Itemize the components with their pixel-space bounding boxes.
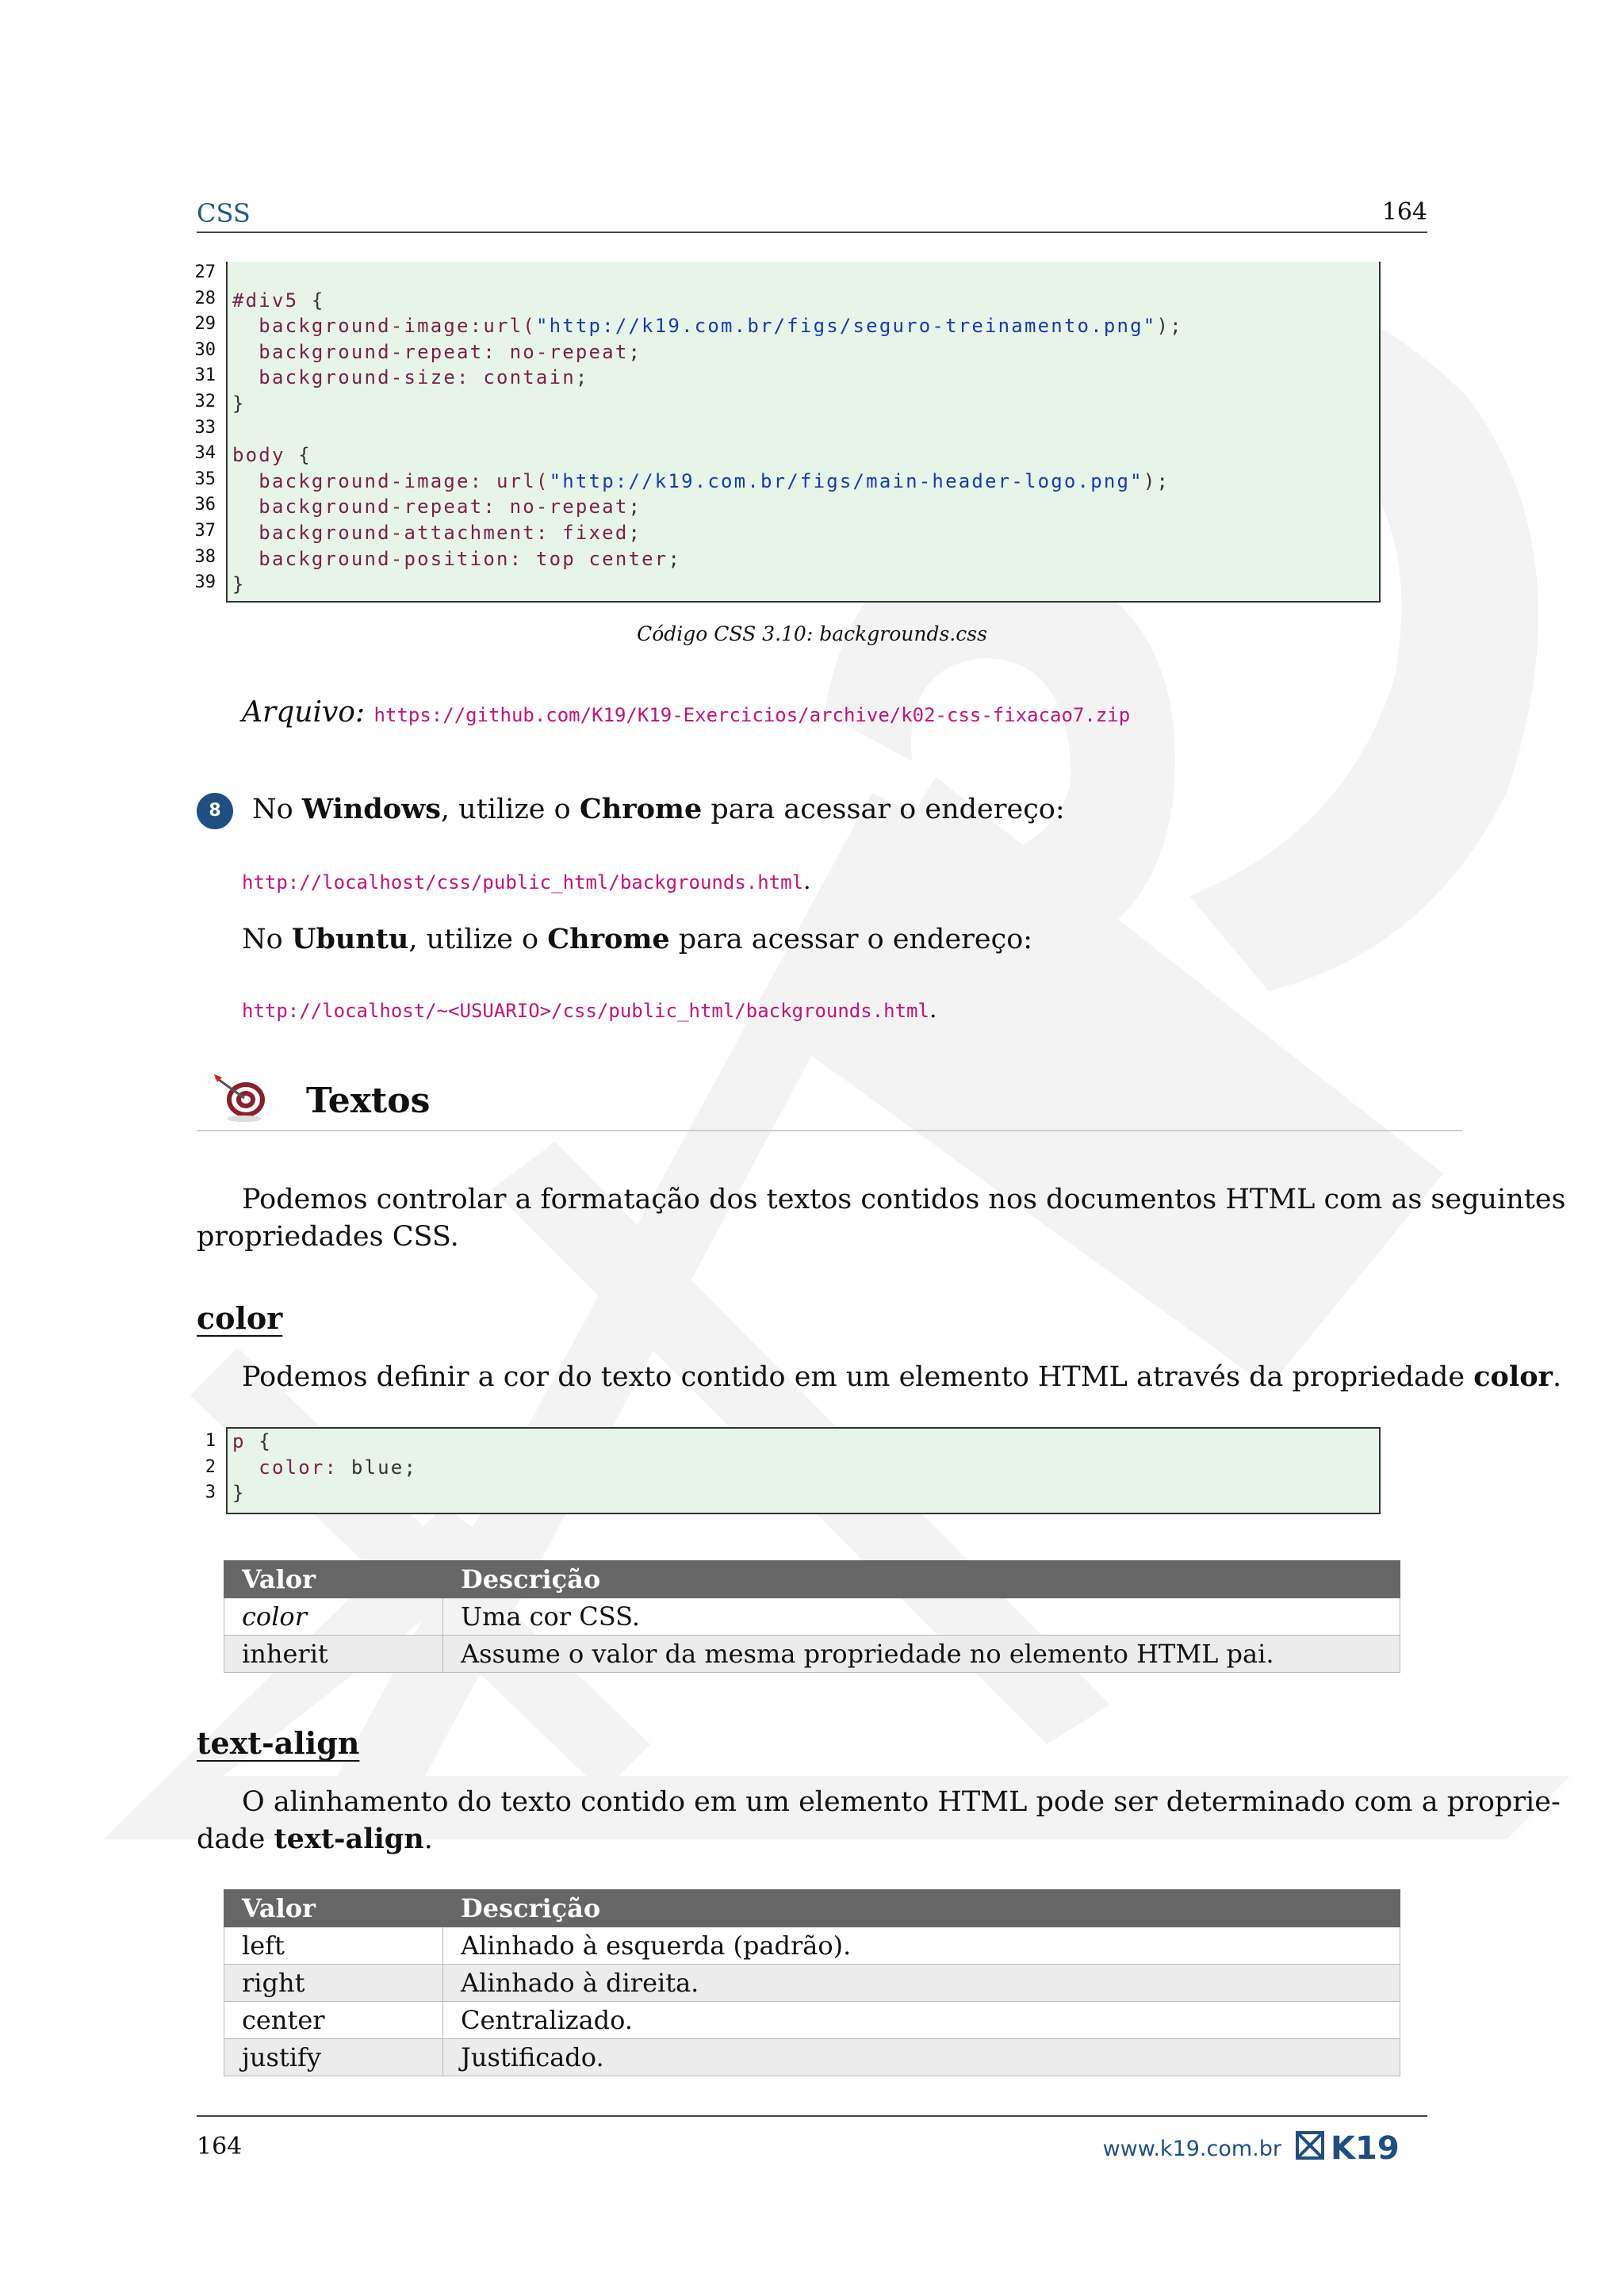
text: Podemos definir a cor do texto contido em um elemento HTML através da propriedade — [242, 1361, 1474, 1393]
period: . — [929, 996, 937, 1024]
text: No — [252, 794, 302, 825]
target-icon — [213, 1073, 268, 1123]
cell-descricao: Alinhado à direita. — [443, 1965, 1400, 2002]
windows-url[interactable]: http://localhost/css/public_html/backgrounds.html — [242, 871, 804, 894]
windows-bold: Windows — [301, 793, 441, 825]
code-token: background-position: top center — [232, 547, 668, 570]
cell-descricao: Alinhado à esquerda (padrão). — [443, 1927, 1400, 1965]
line-number: 33 — [194, 417, 216, 438]
table-row — [224, 1598, 1400, 1636]
code-token: ); — [1143, 469, 1170, 492]
text-align-line-1: O alinhamento do texto contido em um elemento HTML pode ser determinado com a proprie- — [242, 1786, 1561, 1818]
code-caption: Código CSS 3.10: backgrounds.css — [637, 622, 987, 645]
chrome-bold: Chrome — [579, 793, 703, 825]
code-token: { — [285, 444, 312, 467]
ubuntu-url-line — [242, 996, 937, 1024]
footer-rule — [197, 2115, 1427, 2117]
code-token: background-image: url( — [232, 469, 550, 492]
code-line — [228, 520, 1379, 546]
code-token: background-size: contain — [232, 366, 576, 389]
code-line — [228, 417, 1379, 443]
text: para acessar o endereço: — [669, 924, 1033, 955]
line-number: 27 — [194, 262, 216, 282]
text-align-heading: text-align — [197, 1725, 360, 1761]
code-token: } — [232, 573, 246, 596]
code-token: ); — [1156, 315, 1183, 338]
line-number: 39 — [194, 572, 216, 593]
ubuntu-url[interactable]: http://localhost/~<USUARIO>/css/public_html/backgrounds.html — [242, 1000, 929, 1022]
header-descricao: Descrição — [443, 1561, 1400, 1598]
code-line — [228, 546, 1379, 572]
cell-descricao: Assume o valor da mesma propriedade no elemento HTML pai. — [443, 1636, 1400, 1673]
code-line — [228, 494, 1379, 520]
cell-valor: right — [224, 1965, 443, 2002]
code-token: #div5 — [232, 289, 299, 312]
running-header-page-number: 164 — [1381, 198, 1427, 226]
ubuntu-bold: Ubuntu — [291, 923, 409, 955]
footer-page-number: 164 — [197, 2133, 243, 2160]
footer-url[interactable]: www.k19.com.br — [1102, 2137, 1281, 2161]
intro-line-2: propriedades CSS. — [197, 1221, 459, 1253]
code-token: ; — [668, 547, 682, 570]
table-header-row — [224, 1561, 1400, 1598]
code-token: background-repeat: no-repeat — [232, 496, 629, 519]
cell-valor: center — [224, 2002, 443, 2039]
code-token: ; — [628, 521, 642, 544]
chrome-bold: Chrome — [547, 923, 670, 955]
code-token: ; — [628, 496, 642, 519]
code-line — [228, 391, 1379, 417]
text-align-bold: text-align — [274, 1823, 424, 1855]
color-heading: color — [197, 1300, 283, 1336]
windows-instruction — [252, 791, 1065, 828]
code-token: color: — [232, 1456, 351, 1479]
code-line — [228, 442, 1379, 469]
line-number: 2 — [205, 1456, 216, 1477]
line-number: 3 — [205, 1483, 216, 1503]
intro-line-1: Podemos controlar a formatação dos textos contidos nos documentos HTML com as seguintes — [242, 1184, 1566, 1215]
code-line — [228, 262, 1379, 288]
code-line — [228, 1455, 1379, 1481]
code-line-numbers — [184, 260, 216, 596]
table-row — [224, 1927, 1400, 1965]
code-token: "http://k19.com.br/figs/main-header-logo.png" — [549, 469, 1143, 492]
code-token: "http://k19.com.br/figs/seguro-treinamento.png" — [535, 315, 1157, 338]
windows-url-line — [242, 867, 811, 895]
line-number: 32 — [194, 391, 216, 411]
k19-logo — [1296, 2128, 1427, 2163]
code-line — [228, 469, 1379, 495]
cell-descricao: Uma cor CSS. — [443, 1598, 1400, 1636]
code-token: } — [232, 392, 246, 415]
table-row — [224, 2002, 1400, 2039]
table-row — [224, 1965, 1400, 2002]
line-number: 29 — [194, 314, 216, 335]
table-row — [224, 1636, 1400, 1673]
cell-valor: inherit — [224, 1636, 443, 1673]
code-line — [228, 365, 1379, 391]
code-token: ; — [628, 340, 642, 363]
text: para acessar o endereço: — [702, 794, 1065, 825]
line-number: 36 — [194, 495, 216, 515]
section-title: Textos — [306, 1081, 431, 1121]
line-number: 1 — [205, 1431, 216, 1451]
code-token: p — [232, 1430, 246, 1452]
code-token: background-repeat: no-repeat — [232, 340, 629, 363]
period: . — [423, 1823, 433, 1855]
table-header-row — [224, 1890, 1400, 1927]
line-number: 28 — [194, 288, 216, 308]
logo-text: K19 — [1331, 2130, 1400, 2163]
code-token: background-image:url( — [232, 315, 536, 338]
code-line — [228, 339, 1379, 365]
text: No — [242, 924, 292, 955]
section-rule — [197, 1130, 1462, 1131]
color-description — [242, 1359, 1561, 1395]
code-token: ; — [575, 366, 589, 389]
step-number-badge: 8 — [197, 793, 233, 829]
code-token: blue; — [350, 1456, 418, 1479]
code-block-backgrounds — [226, 262, 1381, 603]
line-number: 37 — [194, 520, 216, 541]
text: , utilize o — [408, 924, 548, 955]
code-line-numbers-color — [184, 1429, 216, 1506]
arquivo-label: Arquivo: — [242, 696, 366, 729]
text-align-values-table — [224, 1889, 1400, 2076]
period: . — [1553, 1361, 1562, 1393]
code-block-color — [226, 1427, 1381, 1514]
line-number: 38 — [194, 546, 216, 567]
line-number: 30 — [194, 339, 216, 360]
header-descricao: Descrição — [443, 1890, 1400, 1927]
arquivo-link[interactable]: https://github.com/K19/K19-Exercicios/archive/k02-css-fixacao7.zip — [373, 704, 1131, 726]
line-number: 34 — [194, 443, 216, 464]
cell-valor: color — [224, 1598, 443, 1636]
code-line — [228, 1480, 1379, 1506]
text: dade — [197, 1823, 274, 1855]
cell-descricao: Centralizado. — [443, 2002, 1400, 2039]
cell-descricao: Justificado. — [443, 2039, 1400, 2076]
code-token: } — [232, 1482, 246, 1505]
text: , utilize o — [440, 794, 580, 825]
code-line — [228, 572, 1379, 598]
color-bold: color — [1473, 1360, 1553, 1393]
period: . — [803, 867, 811, 895]
code-token: { — [245, 1430, 272, 1452]
arquivo-line — [242, 696, 1130, 729]
code-line — [228, 288, 1379, 314]
code-token: background-attachment: fixed — [232, 521, 629, 544]
header-rule — [197, 232, 1427, 233]
cell-valor: left — [224, 1927, 443, 1965]
code-token: { — [298, 289, 325, 312]
line-number: 31 — [194, 365, 216, 386]
cell-valor: justify — [224, 2039, 443, 2076]
code-line — [228, 1429, 1379, 1455]
code-line — [228, 313, 1379, 339]
line-number: 35 — [194, 469, 216, 489]
running-header-title: CSS — [197, 198, 251, 228]
text-align-line-2 — [197, 1821, 433, 1858]
header-valor: Valor — [224, 1561, 443, 1598]
code-token: body — [232, 444, 285, 467]
ubuntu-instruction — [242, 921, 1032, 958]
color-values-table — [224, 1560, 1400, 1673]
table-row — [224, 2039, 1400, 2076]
header-valor: Valor — [224, 1890, 443, 1927]
